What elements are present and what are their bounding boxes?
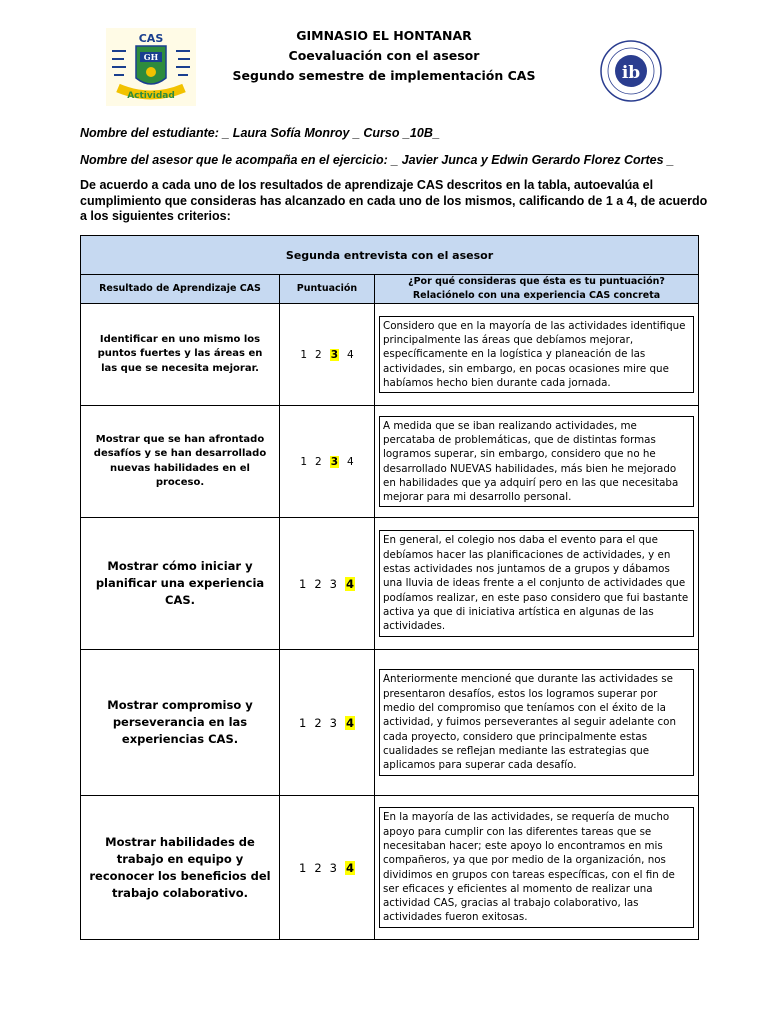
table-row bbox=[81, 304, 699, 406]
reason-text: Considero que en la mayoría de las actividades identifique principalmente las áreas que debíamos mejorar, específicamente en la logística y planeación de las actividades, sin embargo, en pocas ocasiones mire que habíamos hecho bien durante cada jornada. bbox=[379, 316, 694, 393]
score-options bbox=[280, 304, 375, 406]
outcome-text: Mostrar que se han afrontado desafíos y se han desarrollado nuevas habilidades en el proceso. bbox=[81, 406, 280, 518]
score-option-4: 4 bbox=[347, 455, 354, 468]
score-option-2: 2 bbox=[315, 455, 322, 468]
table-header-row bbox=[81, 275, 699, 304]
score-option-4: 4 bbox=[347, 348, 354, 361]
score-option-4-selected: 4 bbox=[345, 860, 354, 875]
student-line: Nombre del estudiante: _ Laura Sofía Monroy _ Curso _10B_ bbox=[80, 126, 440, 140]
instructions-paragraph: De acuerdo a cada uno de los resultados de aprendizaje CAS descritos en la tabla, autoevalúa el cumplimiento que consideras has alcanzado en cada uno de los mismos, calificando de 1 a 4, de acuerdo a los siguientes criterios: bbox=[80, 178, 708, 223]
table-row bbox=[81, 796, 699, 940]
outcome-text: Mostrar habilidades de trabajo en equipo y reconocer los beneficios del trabajo colaborativo. bbox=[81, 796, 280, 940]
table-title: Segunda entrevista con el asesor bbox=[81, 236, 699, 275]
reason-text: A medida que se iban realizando actividades, me percataba de problemáticas, que de distintas formas logramos superar, sin embargo, considero que no he desarrollado NUEVAS habilidades, más bien he mejorado en habilidades que ya adquirí pero en las que necesitaba mejorar para mi desarrollo personal. bbox=[379, 416, 694, 508]
score-option-3: 3 bbox=[329, 860, 337, 875]
score-option-1: 1 bbox=[300, 455, 307, 468]
evaluation-table bbox=[80, 235, 699, 940]
score-option-4-selected: 4 bbox=[345, 715, 354, 730]
document-period: Segundo semestre de implementación CAS bbox=[232, 68, 536, 83]
header-reason: ¿Por qué consideras que ésta es tu puntuación? Relaciónelo con una experiencia CAS concreta bbox=[375, 275, 699, 304]
score-options bbox=[280, 796, 375, 940]
score-option-1: 1 bbox=[299, 860, 307, 875]
outcome-text: Identificar en uno mismo los puntos fuertes y las áreas en las que se necesita mejorar. bbox=[81, 304, 280, 406]
cas-logo bbox=[106, 28, 196, 106]
score-option-3: 3 bbox=[329, 715, 337, 730]
school-name: GIMNASIO EL HONTANAR bbox=[296, 28, 472, 43]
reason-text: En la mayoría de las actividades, se requería de mucho apoyo para cumplir con las diferentes tareas que se necesitaban hacer; este apoyo lo encontramos en mis compañeros, ya que por medio de la organización, nos dividimos en grupos con tareas específicas, con el fin de ser eficaces y eficientes al momento de realizar una actividad CAS, gracias al trabajo colaborativo, las actividades fueron exitosas. bbox=[379, 807, 694, 927]
score-options bbox=[280, 650, 375, 796]
header-outcome: Resultado de Aprendizaje CAS bbox=[81, 275, 280, 304]
score-option-3: 3 bbox=[329, 576, 337, 591]
score-option-2: 2 bbox=[314, 576, 322, 591]
score-option-3-selected: 3 bbox=[330, 455, 338, 468]
score-option-1: 1 bbox=[300, 348, 307, 361]
reason-text: En general, el colegio nos daba el evento para el que debíamos hacer las planificaciones de actividades, y en estas actividades nos juntamos de a grupos y dábamos una lluvia de ideas frente a el conjunto de actividades que podíamos realizar, en este paso considero que fui bastante activa ya que di iniciativa artística en algunas de las actividades. bbox=[379, 530, 694, 636]
score-options bbox=[280, 406, 375, 518]
score-option-2: 2 bbox=[315, 348, 322, 361]
cas-logo-badge-text: GH bbox=[143, 52, 159, 62]
table-row bbox=[81, 406, 699, 518]
score-option-3-selected: 3 bbox=[330, 348, 338, 361]
score-option-2: 2 bbox=[314, 860, 322, 875]
cas-logo-bottom-text: Actividad bbox=[127, 91, 175, 101]
document-subtitle: Coevaluación con el asesor bbox=[288, 48, 480, 63]
score-options bbox=[280, 518, 375, 650]
score-option-1: 1 bbox=[299, 576, 307, 591]
outcome-text: Mostrar compromiso y perseverancia en las experiencias CAS. bbox=[81, 650, 280, 796]
header-score: Puntuación bbox=[280, 275, 375, 304]
outcome-text: Mostrar cómo iniciar y planificar una experiencia CAS. bbox=[81, 518, 280, 650]
table-row bbox=[81, 650, 699, 796]
table-title-row bbox=[81, 236, 699, 275]
ib-logo-letters: ib bbox=[621, 63, 641, 83]
score-option-1: 1 bbox=[299, 715, 307, 730]
table-row bbox=[81, 518, 699, 650]
score-option-4-selected: 4 bbox=[345, 576, 354, 591]
cas-logo-top-text: CAS bbox=[138, 32, 164, 45]
ib-logo bbox=[600, 40, 662, 102]
score-option-2: 2 bbox=[314, 715, 322, 730]
reason-text: Anteriormente mencioné que durante las actividades se presentaron desafíos, estos los logramos superar por medio del compromiso que teníamos con el éxito de la actividad, y fuimos perseverantes al seguir adelante con cada proyecto, considero que principalmente estas cualidades se reflejan mediante las estrategias que aplicamos para superar cada desafío. bbox=[379, 669, 694, 775]
advisor-line: Nombre del asesor que le acompaña en el ejercicio: _ Javier Junca y Edwin Gerardo Florez Cortes _ bbox=[80, 153, 674, 167]
